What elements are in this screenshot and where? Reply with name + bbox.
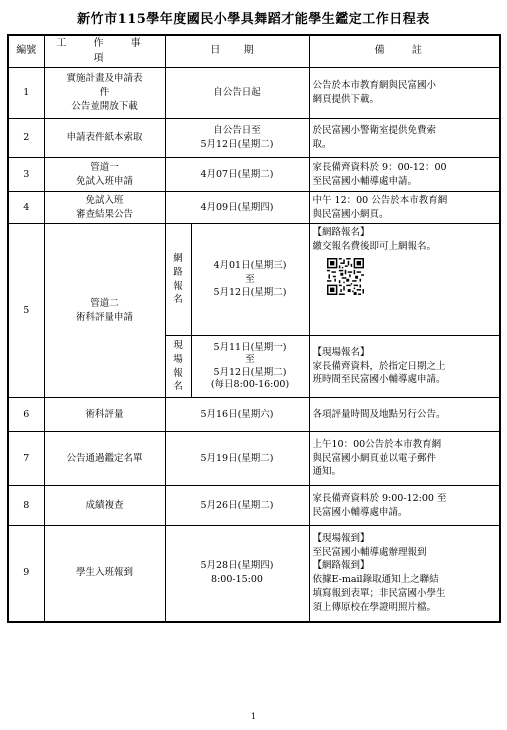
work-item: 學生入班報到 [44, 526, 165, 622]
row-number: 3 [8, 158, 44, 192]
table-row [8, 398, 500, 432]
table-row [8, 119, 500, 158]
date-cell: 5月19日(星期二) [165, 432, 309, 486]
header-note: 備 註 [309, 35, 500, 68]
work-item: 術科評量 [44, 398, 165, 432]
row-number: 7 [8, 432, 44, 486]
table-row [8, 158, 500, 192]
table-row [8, 224, 500, 336]
date-cell: 5月28日(星期四) 8:00-15:00 [165, 526, 309, 622]
schedule-table [7, 34, 501, 623]
header-work-item: 工 作 事 項 [44, 35, 165, 68]
note-cell: 各項評量時間及地點另行公告。 [309, 398, 500, 432]
date-cell: 5月11日(星期一) 至 5月12日(星期二) (每日8:00-16:00) [191, 336, 309, 398]
page-number: 1 [250, 712, 257, 721]
date-cell: 5月26日(星期二) [165, 486, 309, 526]
date-cell: 4月07日(星期二) [165, 158, 309, 192]
note-cell: 公告於本市教育網與民富國小 網頁提供下載。 [309, 68, 500, 119]
work-item: 公告通過鑑定名單 [44, 432, 165, 486]
header-row [8, 35, 500, 68]
row-number: 5 [8, 224, 44, 398]
note-cell: 中午 12：00 公告於本市教育網 與民富國小網頁。 [309, 192, 500, 224]
row-number: 6 [8, 398, 44, 432]
work-item: 管道一 免試入班申請 [44, 158, 165, 192]
table-row [8, 192, 500, 224]
header-date: 日 期 [165, 35, 309, 68]
note-cell: 家長備齊資料於 9:00-12:00 至 民富國小輔導處申請。 [309, 486, 500, 526]
date-cell: 自公告日至 5月12日(星期二) [165, 119, 309, 158]
header-number: 編號 [8, 35, 44, 68]
work-item: 管道二 術科評量申請 [44, 224, 165, 398]
note-cell: 上午10：00公告於本市教育網 與民富國小網頁並以電子郵件 通知。 [309, 432, 500, 486]
note-cell: 於民富國小警衛室提供免費索 取。 [309, 119, 500, 158]
row-number: 4 [8, 192, 44, 224]
work-item: 申請表件紙本索取 [44, 119, 165, 158]
note-cell: 【網路報名】 繳交報名費後即可上網報名。 [309, 224, 500, 336]
table-row [8, 432, 500, 486]
work-item: 免試入班 審查結果公告 [44, 192, 165, 224]
date-cell: 4月09日(星期四) [165, 192, 309, 224]
work-item: 實施計畫及申請表 件 公告並開放下載 [44, 68, 165, 119]
row-number: 8 [8, 486, 44, 526]
table-row [8, 68, 500, 119]
note-cell: 【現場報名】 家長備齊資料，於指定日期之上 班時間至民富國小輔導處申請。 [309, 336, 500, 398]
work-item: 成績複查 [44, 486, 165, 526]
row-number: 9 [8, 526, 44, 622]
table-row [8, 526, 500, 622]
date-cell: 4月01日(星期三) 至 5月12日(星期二) [191, 224, 309, 336]
qr-code-image[interactable] [327, 258, 364, 295]
registration-mode-online: 網 路 報 名 [165, 224, 191, 336]
row-number: 2 [8, 119, 44, 158]
note-cell: 家長備齊資料於 9：00-12：00 至民富國小輔導處申請。 [309, 158, 500, 192]
row-number: 1 [8, 68, 44, 119]
registration-mode-onsite: 現 場 報 名 [165, 336, 191, 398]
document-title: 新竹市115學年度國民小學具舞蹈才能學生鑑定工作日程表 [77, 12, 430, 27]
table-row [8, 486, 500, 526]
note-cell: 【現場報到】 至民富國小輔導處辦理報到 【網路報到】 依據E-mail錄取通知上之聯結 填寫報到表單；非民富國小學生 須上傳原校在學證明照片檔。 [309, 526, 500, 622]
date-cell: 5月16日(星期六) [165, 398, 309, 432]
date-cell: 自公告日起 [165, 68, 309, 119]
